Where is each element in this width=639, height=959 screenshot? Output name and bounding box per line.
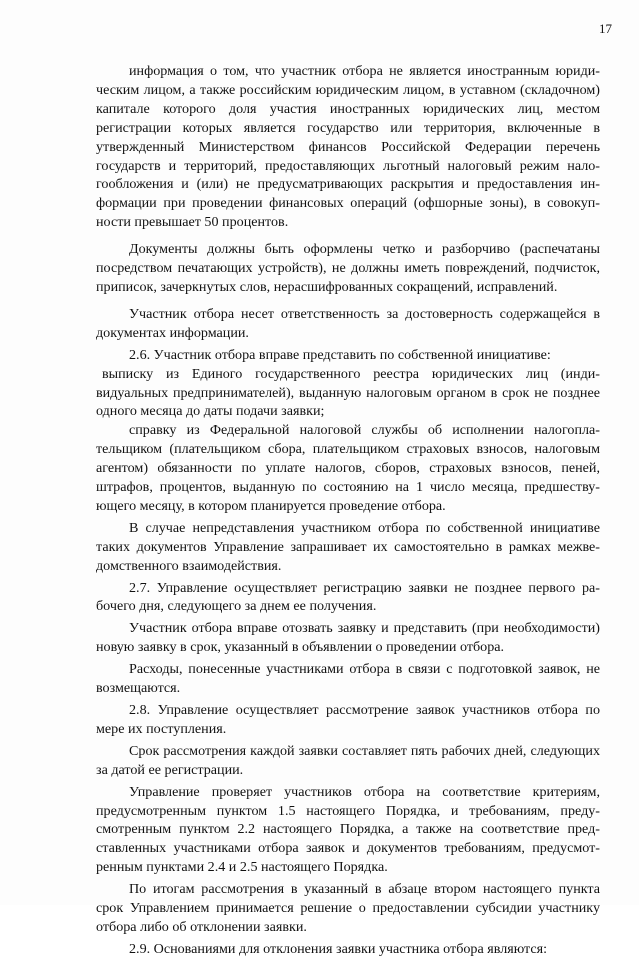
paragraph-document-requirements: Документы должны быть оформлены четко и разборчиво (распечатаны посредством печатающих устройств), не должны иметь повреждений, подчисток, приписок, зачеркнутых слов, нерасшифрованных сокращений, исправлений.: [96, 241, 600, 295]
document-body: [96, 62, 600, 959]
paragraph-criteria-check: Управление проверяет участников отбора на соответствие критериям, предусмотренным пунктом 1.5 настоящего Порядка, и требованиям, предусмотренным пунктом 2.2 настоящего Порядка, а также на соответствие представленных участниками отбора заявок и документов требованиям, предусмотренным пунктами 2.4 и 2.5 настоящего Порядка.: [96, 783, 600, 876]
paragraph-withdraw-application: Участник отбора вправе отозвать заявку и представить (при необходимости) новую заявку в срок, указанный в объявлении о проведении отбора.: [96, 620, 600, 656]
paragraph-registry-extract: выписку из Единого государственного реестра юридических лиц (индивидуальных предпринимателей), выданную налоговым органом в срок не позднее одного месяца до даты подачи заявки;: [96, 365, 600, 420]
paragraph-offshore-info: информация о том, что участник отбора не является иностранным юридическим лицом, а также российским юридическим лицом, в уставном (складочном) капитале которого доля участия иностранных юридических лиц, местом регистрации которых является государство или территория, включенные в утвержденный Министерством финансов Российской Федерации перечень государств и территорий, предоставляющих льготный налоговый режим налогообложения и (или) не предусматривающих раскрытия и предоставления информации при проведении финансовых операций (офшорные зоны), в совокупности превышает 50 процентов.: [96, 63, 600, 231]
paragraph-expenses: Расходы, понесенные участниками отбора в связи с подготовкой заявок, не возмещаются.: [96, 661, 600, 697]
paragraph-2-8-review: 2.8. Управление осуществляет рассмотрение заявок участников отбора по мере их поступления.: [96, 702, 600, 737]
page-number: 17: [599, 21, 612, 36]
paragraph-review-period: Срок рассмотрения каждой заявки составляет пять рабочих дней, следующих за датой ее регистрации.: [96, 742, 600, 778]
paragraph-interdepartmental-request: В случае непредставления участником отбора по собственной инициативе таких документов Управление запрашивает их самостоятельно в рамках межведомственного взаимодействия.: [96, 519, 600, 574]
paragraph-2-7-registration: 2.7. Управление осуществляет регистрацию заявки не позднее первого рабочего дня, следующего за днем ее получения.: [96, 579, 600, 615]
paragraph-review-decision: По итогам рассмотрения в указанный в абзаце втором настоящего пункта срок Управлением принимается решение о предоставлении субсидии участнику отбора либо об отклонении заявки.: [96, 881, 600, 935]
paragraph-tax-certificate: справку из Федеральной налоговой службы об исполнении налогоплательщиком (плательщиком сбора, плательщиком страховых взносов, налоговым агентом) обязанности по уплате налогов, сборов, страховых взносов, пеней, штрафов, процентов, выданную по состоянию на 1 число месяца, предшествующего месяцу, в котором планируется проведение отбора.: [96, 422, 600, 514]
paragraph-participant-responsibility: Участник отбора несет ответственность за достоверность содержащейся в документах информации.: [96, 305, 600, 341]
paragraph-2-6-heading: 2.6. Участник отбора вправе представить по собственной инициативе:: [129, 346, 551, 363]
paragraph-2-9-rejection-grounds: 2.9. Основаниями для отклонения заявки участника отбора являются:: [129, 940, 548, 957]
